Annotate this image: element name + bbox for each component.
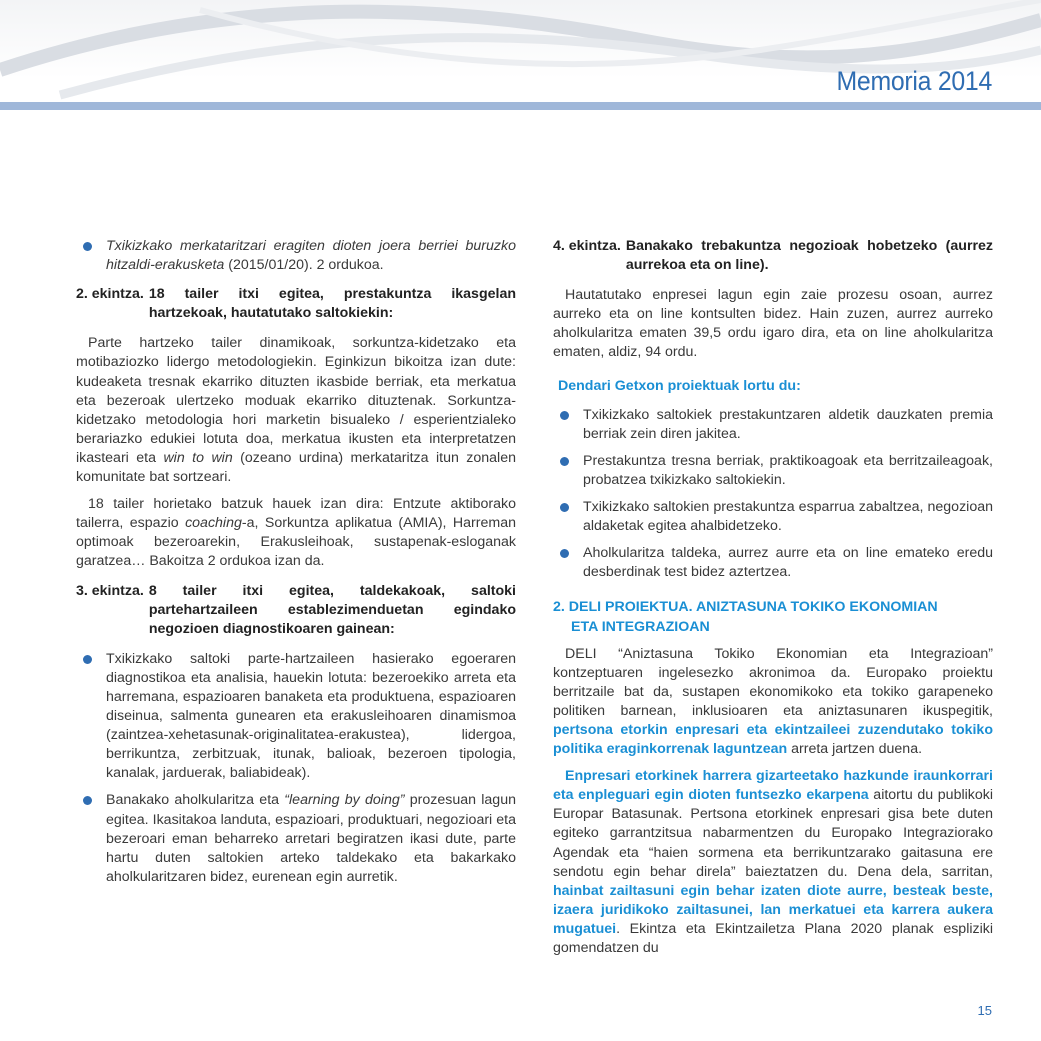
paragraph-highlight: Enpresari etorkinek harrera gizarteetako hazkunde iraunkorrari eta enpleguari egin dioten funtsezko ekarpena	[553, 768, 993, 804]
bullet-dot-icon	[560, 503, 569, 512]
list-item-text: (2015/01/20). 2 ordukoa.	[224, 257, 384, 274]
action-number: 4. ekintza.	[553, 238, 621, 254]
list-item-text: Aholkularitza taldeka, aurrez aurre eta on line emateko eredu desberdinak test bidez aztertzea.	[583, 545, 993, 581]
list-item-text: Prestakuntza tresna berriak, praktikoagoak eta berritzaileagoak, probatzea txikizkako saltokiekin.	[583, 452, 993, 488]
paragraph-italic: win to win	[163, 449, 233, 466]
page-header	[0, 0, 1041, 112]
bullet-dot-icon	[560, 411, 569, 420]
bullet-dot-icon	[83, 242, 92, 251]
page-number: 15	[977, 1003, 992, 1018]
list-item-italic: Txikizkako merkataritzari eragiten dioten joera berriei buruzko hitzaldi-erakusketa	[106, 238, 516, 274]
action-heading-2	[76, 285, 516, 323]
paragraph	[553, 645, 993, 760]
paragraph-text: aitortu du publikoki Europar Batasunak. Pertsona etorkinek enpresari gisa bete duten egiteko garrantzitsua nabarmentzen du Europako Integraziorako Agendak eta “haien sormena eta berrikuntzarako gaitasuna ere sendotu egin behar direla” baieztatzen du. Dena dela, sarritan,	[553, 787, 993, 880]
paragraph-text: -a, Sorkuntza aplikatua (AMIA), Harreman optimoak bezeroarekin, Erakusleihoak, sustapenak-esloganak garatzea… Bakoitza 2 ordukoa izan da.	[76, 515, 516, 570]
paragraph-text: arreta jartzen duena.	[787, 741, 923, 758]
paragraph-text: DELI “Aniztasuna Tokiko Ekonomian eta Integrazioan” kontzeptuaren ingelesezko akronimoa da. Europako proiektu berritzaile bat da, sustapen ekonomikoko eta tokiko garapeneko politiken barnean, inklusioaren eta aniztasunaren ikuspegitik,	[553, 645, 993, 719]
paragraph: Hautatutako enpresei lagun egin zaie prozesu osoan, aurrez aurreko eta on line kontsulten bidez. Hain zuzen, aurrez aurreko aholkularitza ematen 39,5 ordu igaro dira, eta on line aholkularitza ematen, aldiz, 94 ordu.	[553, 287, 993, 361]
paragraph	[76, 495, 516, 571]
paragraph-text: Parte hartzeko tailer dinamikoak, sorkuntza-kidetzako eta motibaziozko lidergo metodologiekin. Eginkizun bikoitza izan dute: kudeaketa tresnak ekarriko dituzten ikasbide berriak, eta merkatua eta bezeroak ulertzeko moduak ekarriko dituztenak. Sorkuntza-kidetzako metodologia hori marketin bisualeko / esperientzialeko berariazko edukiei lotuta doa, merkatua ikusten eta interpretatzen ikasteari eta	[76, 335, 516, 466]
list-item	[76, 650, 516, 784]
paragraph-italic: coaching	[185, 515, 242, 532]
paragraph-text: (ozeano urdina) merkataritza itun zonalen komunitate bat sortzeari.	[76, 449, 516, 486]
section-heading-line: 2. DELI PROIEKTUA. ANIZTASUNA TOKIKO EKONOMIAN	[553, 599, 938, 616]
bullet-dot-icon	[83, 655, 92, 664]
action-title: Banakako trebakuntza negozioak hobetzeko (aurrez aurrekoa eta on line).	[625, 238, 993, 274]
list-item	[76, 237, 516, 275]
action-number: 2. ekintza.	[76, 286, 144, 303]
paragraph-text: . Ekintza eta Ekintzailetza Plana 2020 planak espliziki gomendatzen du	[553, 920, 993, 956]
paragraph	[553, 767, 993, 958]
action-title: 8 tailer itxi egitea, taldekakoak, saltoki partehartzaileen establezimenduetan egindako negozioen diagnostikoaren gainean:	[148, 582, 516, 637]
bullet-dot-icon	[560, 457, 569, 466]
list-item-italic: “learning by doing”	[284, 792, 405, 809]
paragraph-highlight: hainbat zailtasuni egin behar izaten diote aurre, besteak beste, izaera juridikoko zailtasunei, lan merkatuei eta karrera aukera mugatuei	[553, 882, 993, 937]
paragraph-highlight: pertsona etorkin enpresari eta ekintzaileei zuzendutako tokiko politika eraginkorrenak laguntzean	[553, 721, 993, 758]
section-heading-line: ETA INTEGRAZIOAN	[571, 618, 710, 635]
list-item	[76, 791, 516, 886]
section-heading	[553, 598, 993, 636]
list-item	[553, 544, 993, 582]
action-heading-4	[553, 237, 993, 275]
right-column	[553, 237, 993, 966]
list-item-text: Banakako aholkularitza eta	[106, 792, 285, 809]
list-item	[553, 406, 993, 444]
list-item	[553, 452, 993, 490]
left-column	[76, 237, 516, 895]
subheading: Dendari Getxon proiektuak lortu du:	[558, 377, 801, 394]
action-title: 18 tailer itxi egitea, prestakuntza ikasgelan hartzekoak, hautatutako saltokiekin:	[148, 286, 516, 322]
list-item-text: Txikizkako saltokiek prestakuntzaren aldetik dauzkaten premia berriak zein diren jakitea.	[583, 406, 993, 442]
paragraph-text: 18 tailer horietako batzuk hauek izan dira: Entzute aktiborako tailerra, espazio	[76, 496, 516, 532]
action-heading-3	[76, 582, 516, 639]
bullet-dot-icon	[83, 796, 92, 805]
list-item-text: prozesuan lagun egitea. Ikasitakoa landuta, espazioari, produktuari, negozioari eta bezeroari eman beharreko arretari begiratzen ikasi dute, parte hartu duten saltokien arteko taldekako eta bakarkako aholkularitzaren bidez, eurenean egin aurretik.	[106, 792, 516, 885]
paragraph	[76, 334, 516, 487]
document-title: Memoria 2014	[836, 66, 992, 96]
list-item-text: Txikizkako saltokien prestakuntza esparrua zabaltzea, negozioan aldaketak egitea ahalbidetzeko.	[583, 499, 993, 535]
bullet-dot-icon	[560, 549, 569, 558]
action-number: 3. ekintza.	[76, 582, 144, 599]
list-item	[553, 498, 993, 536]
header-divider-bar	[0, 102, 1041, 110]
list-item-text: Txikizkako saltoki parte-hartzaileen hasierako egoeraren diagnostikoa eta analisia, hauekin lotuta: bezeroekiko arreta eta harremana, espazioaren banaketa eta produktuena, espazioaren diseinua, salmenta gunearen eta erakusleihoaren dinamismoa (zaintzea-xehetasunak-originalitatea-erakustea), lidergoa, berrikuntza, zerbitzuak, itunak, balioak, bezeroen tipologia, kanalak, jarduerak, baliabideak).	[106, 650, 516, 782]
